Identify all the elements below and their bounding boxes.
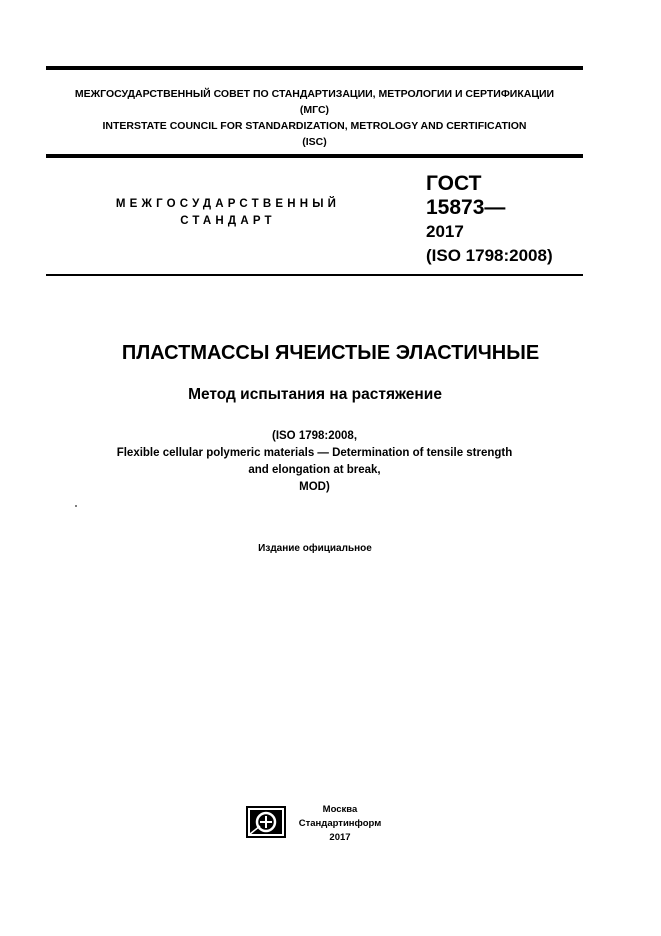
- council-en-abbr: (ISC): [302, 136, 327, 148]
- iso-line-4: MOD): [299, 481, 330, 493]
- gost-iso-ref: (ISO 1798:2008): [426, 246, 553, 265]
- publisher-city: Москва: [322, 804, 358, 815]
- council-header: [46, 86, 583, 150]
- gost-number: 15873: [426, 196, 485, 219]
- standard-type: [78, 196, 378, 230]
- publisher-info: [292, 803, 388, 845]
- iso-line-3: and elongation at break,: [248, 464, 381, 476]
- standartinform-logo-icon: [246, 806, 286, 838]
- document-subtitle: Метод испытания на растяжение: [188, 386, 442, 403]
- edition-note: Издание официальное: [258, 543, 372, 554]
- document-title: ПЛАСТМАССЫ ЯЧЕИСТЫЕ ЭЛАСТИЧНЫЕ: [121, 342, 540, 364]
- top-rule: [46, 66, 583, 70]
- publisher-year: 2017: [329, 832, 351, 843]
- standard-type-line1: МЕЖГОСУДАРСТВЕННЫЙ: [115, 198, 341, 210]
- council-en: INTERSTATE COUNCIL FOR STANDARDIZATION, METROLOGY AND CERTIFICATION: [102, 120, 527, 132]
- designation-bottom-rule: [46, 274, 583, 276]
- council-ru: МЕЖГОСУДАРСТВЕННЫЙ СОВЕТ ПО СТАНДАРТИЗАЦИИ, МЕТРОЛОГИИ И СЕРТИФИКАЦИИ: [74, 88, 555, 100]
- gost-year: 2017: [426, 222, 464, 241]
- iso-reference-block: [46, 428, 583, 496]
- gost-number-line: [426, 196, 553, 220]
- header-bottom-rule: [46, 154, 583, 158]
- iso-line-1: (ISO 1798:2008,: [271, 430, 358, 442]
- gost-dash: —: [484, 196, 506, 219]
- standard-type-line2: СТАНДАРТ: [180, 215, 276, 227]
- gost-designation: [426, 172, 553, 268]
- scan-speck: [75, 505, 77, 507]
- gost-label: ГОСТ: [426, 172, 482, 195]
- iso-line-2: Flexible cellular polymeric materials — Determination of tensile strength: [116, 447, 513, 459]
- council-ru-abbr: (МГС): [299, 104, 330, 116]
- publisher-name: Стандартинформ: [298, 818, 382, 829]
